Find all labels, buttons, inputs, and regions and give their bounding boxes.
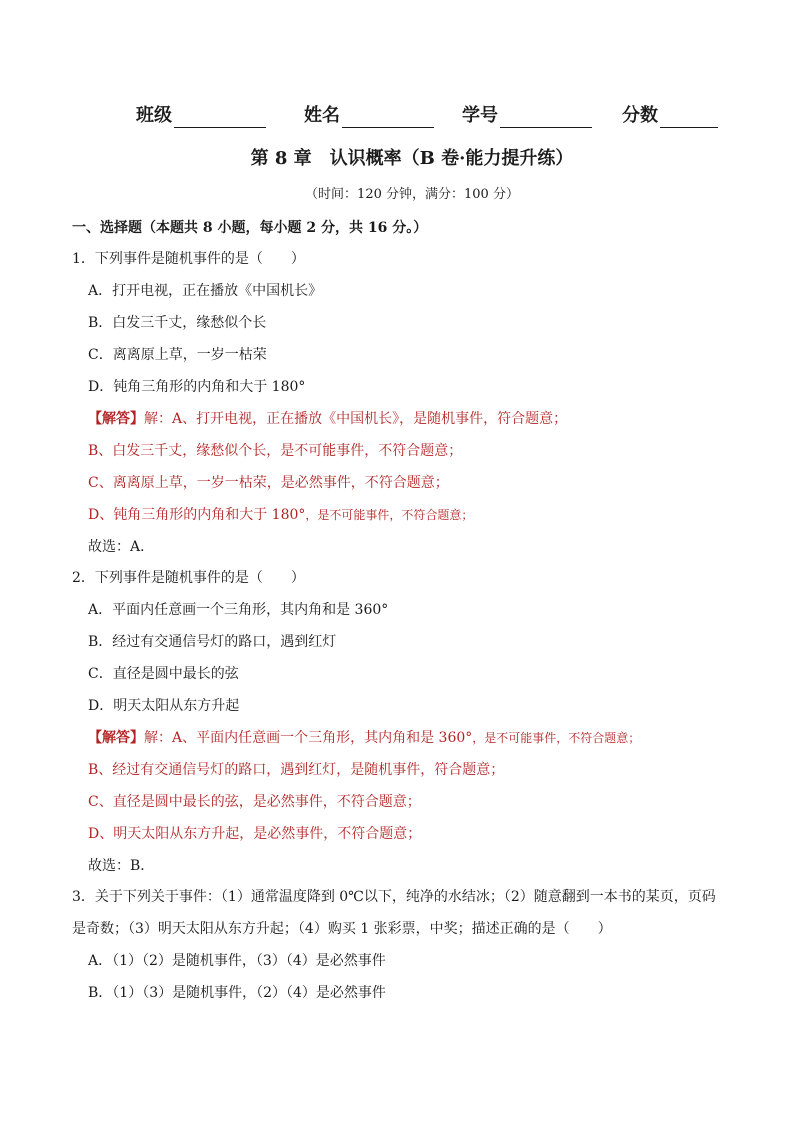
question-2-option-c: C．直径是圆中最长的弦 bbox=[88, 666, 239, 682]
question-3-option-a: A．（1）（2）是随机事件，（3）（4）是必然事件 bbox=[88, 953, 386, 969]
question-1-option-a: A．打开电视，正在播放《中国机长》 bbox=[88, 283, 323, 299]
answer-text-suffix: ，是不可能事件，不符合题意； bbox=[305, 508, 474, 522]
question-2-answer-line-3: C、直径是圆中最长的弦，是必然事件，不符合题意； bbox=[88, 794, 421, 810]
question-2-choice: 故选：B． bbox=[88, 858, 155, 874]
name-label: 姓名 bbox=[304, 105, 340, 126]
score-blank[interactable] bbox=[660, 107, 718, 128]
class-blank[interactable] bbox=[174, 107, 266, 128]
question-2-answer-line-1 bbox=[88, 728, 640, 748]
question-1-answer-line-1 bbox=[88, 409, 567, 429]
answer-text: D、钝角三角形的内角和大于 180° bbox=[88, 507, 306, 523]
question-2-option-b: B．经过有交通信号灯的路口，遇到红灯 bbox=[88, 634, 337, 650]
question-2-stem: 2．下列事件是随机事件的是（ ） bbox=[72, 570, 305, 586]
answer-text: 解：A、平面内任意画一个三角形，其内角和是 360° bbox=[144, 730, 473, 746]
answer-text-suffix: ，是不可能事件，不符合题意； bbox=[472, 731, 641, 745]
name-field bbox=[304, 104, 434, 128]
exam-info: （时间：120 分钟，满分：100 分） bbox=[305, 187, 519, 202]
name-blank[interactable] bbox=[342, 107, 434, 128]
question-3-stem-line-1: 3．关于下列关于事件：（1）通常温度降到 0℃以下，纯净的水结冰；（2）随意翻到一本书的某页，页码 bbox=[72, 889, 716, 905]
question-1-option-c: C．离离原上草，一岁一枯荣 bbox=[88, 347, 267, 363]
answer-tag: 【解答】 bbox=[88, 730, 144, 746]
question-1-answer-line-3: C、离离原上草，一岁一枯荣，是必然事件，不符合题意； bbox=[88, 475, 449, 491]
question-1-answer-line-4 bbox=[88, 505, 473, 525]
student-id-blank[interactable] bbox=[500, 107, 592, 128]
student-info-fields bbox=[136, 104, 736, 130]
answer-text: 解：A、打开电视，正在播放《中国机长》，是随机事件，符合题意； bbox=[144, 411, 568, 427]
question-2-answer-line-2: B、经过有交通信号灯的路口，遇到红灯，是随机事件，符合题意； bbox=[88, 762, 505, 778]
class-field bbox=[136, 104, 266, 128]
question-2-option-a: A．平面内任意画一个三角形，其内角和是 360° bbox=[88, 602, 389, 618]
question-2-option-d: D．明天太阳从东方升起 bbox=[88, 698, 240, 714]
question-2-answer-line-4: D、明天太阳从东方升起，是必然事件，不符合题意； bbox=[88, 826, 422, 842]
score-field bbox=[622, 104, 718, 128]
question-1-option-b: B．白发三千丈，缘愁似个长 bbox=[88, 315, 267, 331]
class-label: 班级 bbox=[136, 105, 172, 126]
question-1-answer-line-2: B、白发三千丈，缘愁似个长，是不可能事件，不符合题意； bbox=[88, 443, 463, 459]
question-1-stem: 1．下列事件是随机事件的是（ ） bbox=[72, 251, 305, 267]
score-label: 分数 bbox=[622, 105, 658, 126]
page-title: 第 8 章 认识概率（B 卷·能力提升练） bbox=[250, 148, 574, 169]
question-3-stem-line-2: 是奇数；（3）明天太阳从东方升起；（4）购买 1 张彩票，中奖；描述正确的是（ ） bbox=[72, 921, 612, 937]
student-id-field bbox=[462, 104, 592, 128]
student-id-label: 学号 bbox=[462, 105, 498, 126]
answer-tag: 【解答】 bbox=[88, 411, 144, 427]
question-1-option-d: D．钝角三角形的内角和大于 180° bbox=[88, 379, 306, 395]
section-heading: 一、选择题（本题共 8 小题，每小题 2 分，共 16 分。） bbox=[72, 220, 428, 236]
question-3-option-b: B．（1）（3）是随机事件，（2）（4）是必然事件 bbox=[88, 985, 386, 1001]
question-1-choice: 故选：A． bbox=[88, 539, 155, 555]
